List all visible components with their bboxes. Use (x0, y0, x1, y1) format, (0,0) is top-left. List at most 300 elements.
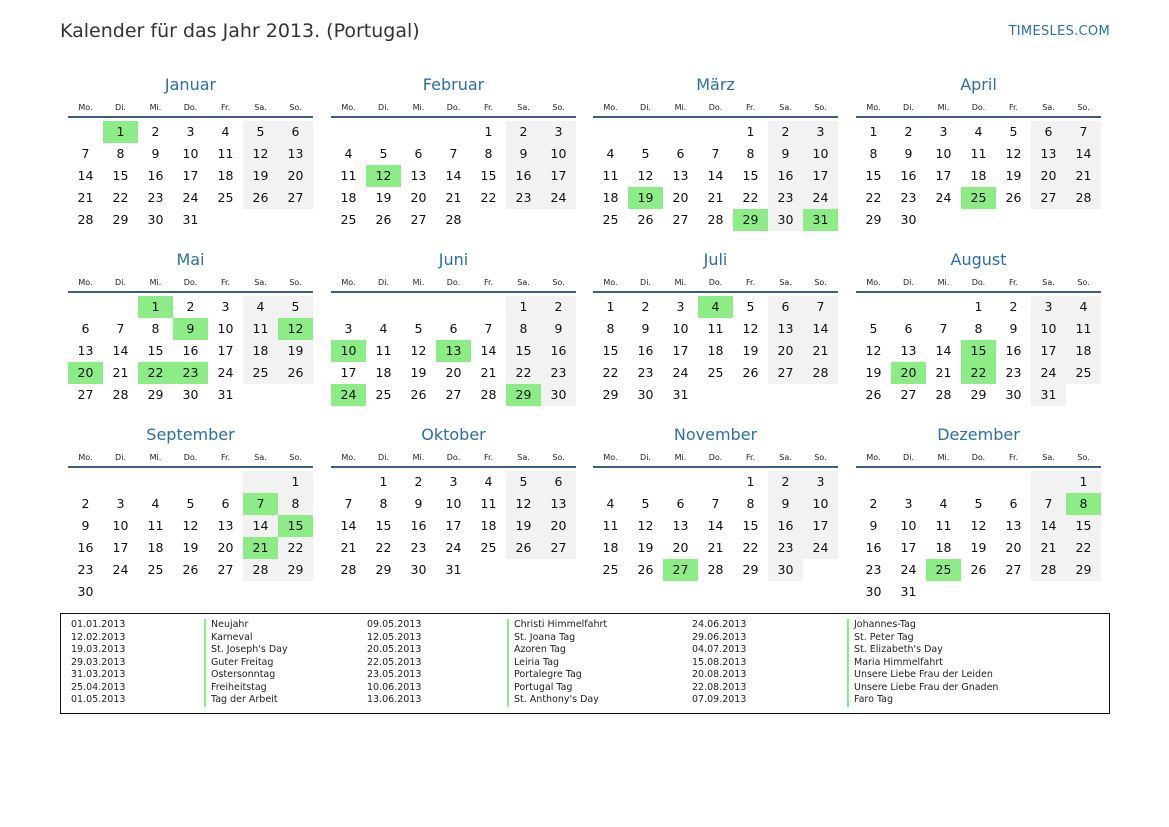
holiday-name: Neujahr (211, 619, 249, 630)
weekday-label: Fr. (745, 452, 756, 462)
holiday-date: 04.07.2013 (692, 644, 747, 655)
day-cell: 1 (278, 471, 313, 493)
holiday-date: 07.09.2013 (692, 694, 747, 705)
empty-day-cell (698, 471, 733, 493)
weekday-label: Mi. (674, 277, 687, 287)
day-cell: 16 (410, 518, 427, 533)
weekday-label: Fr. (220, 452, 231, 462)
day-cell: 4 (379, 321, 388, 336)
holiday-date: 20.05.2013 (367, 644, 422, 655)
day-cell: 30 (637, 387, 654, 402)
weekday-label: So. (289, 102, 302, 112)
day-cell: 24 (935, 190, 952, 205)
day-cell: 31 (672, 387, 689, 402)
holiday-day-cell: 24 (331, 384, 366, 406)
day-cell: 22 (506, 362, 541, 384)
day-cell: 10 (935, 146, 952, 161)
weekday-header (856, 273, 1101, 293)
holiday-name: Unsere Liebe Frau der Leiden (854, 669, 993, 680)
weekday-label: Di. (903, 277, 914, 287)
day-cell: 3 (344, 321, 353, 336)
day-cell: 14 (243, 515, 278, 537)
day-cell: 5 (641, 496, 650, 511)
day-cell: 30 (768, 209, 803, 231)
holiday-name: Portugal Tag (514, 681, 573, 693)
month-name: September (146, 425, 235, 444)
holiday-date-column (692, 619, 746, 707)
holiday-day-cell: 15 (278, 515, 313, 537)
day-cell: 12 (410, 343, 427, 358)
weekday-label: Fr. (220, 102, 231, 112)
empty-day-cell (856, 471, 891, 493)
weekday-label: Fr. (483, 277, 494, 287)
day-cell: 30 (1005, 387, 1022, 402)
day-cell: 8 (506, 318, 541, 340)
day-cell: 24 (217, 365, 234, 380)
day-cell: 17 (1031, 340, 1066, 362)
holiday-date-column (71, 619, 125, 707)
day-cell: 17 (445, 518, 462, 533)
day-cell: 25 (217, 190, 234, 205)
day-cell: 14 (1066, 143, 1101, 165)
empty-day-cell (401, 296, 436, 318)
day-cell: 31 (217, 387, 234, 402)
day-cell: 25 (602, 562, 619, 577)
day-cell: 18 (602, 540, 619, 555)
day-cell: 17 (340, 365, 357, 380)
day-cell: 17 (112, 540, 129, 555)
day-cell: 11 (375, 343, 392, 358)
day-cell: 18 (707, 343, 724, 358)
weekday-label: Fr. (483, 102, 494, 112)
day-cell: 10 (803, 493, 838, 515)
day-cell: 29 (278, 559, 313, 581)
holiday-date: 13.06.2013 (367, 694, 422, 705)
day-cell: 16 (147, 168, 164, 183)
day-cell: 12 (637, 168, 654, 183)
day-cell: 9 (541, 318, 576, 340)
day-cell: 16 (768, 515, 803, 537)
day-cell: 26 (970, 562, 987, 577)
day-grid (68, 296, 313, 406)
day-cell: 22 (742, 540, 759, 555)
day-cell: 8 (606, 321, 615, 336)
day-cell: 19 (375, 190, 392, 205)
month-april (856, 74, 1101, 231)
day-cell: 27 (445, 387, 462, 402)
day-cell: 21 (707, 540, 724, 555)
day-cell: 25 (147, 562, 164, 577)
holiday-name-column (204, 619, 288, 707)
day-cell: 10 (803, 143, 838, 165)
empty-day-cell (856, 296, 891, 318)
day-cell: 1 (869, 124, 878, 139)
weekday-label: Fr. (1008, 102, 1019, 112)
weekday-label: Do. (446, 452, 461, 462)
day-cell: 4 (606, 146, 615, 161)
holiday-date: 01.01.2013 (71, 619, 126, 630)
weekday-label: So. (552, 452, 565, 462)
month-name: August (950, 250, 1007, 269)
day-cell: 14 (340, 518, 357, 533)
day-cell: 15 (480, 168, 497, 183)
weekday-header (68, 448, 313, 468)
day-cell: 11 (935, 518, 952, 533)
day-cell: 20 (672, 190, 689, 205)
day-cell: 24 (803, 537, 838, 559)
holiday-date: 22.05.2013 (367, 656, 422, 668)
day-cell: 30 (147, 212, 164, 227)
holiday-name: St. Joana Tag (514, 631, 576, 643)
day-cell: 23 (506, 187, 541, 209)
day-cell: 29 (602, 387, 619, 402)
day-cell: 17 (182, 168, 199, 183)
day-cell: 5 (974, 496, 983, 511)
day-cell: 5 (243, 121, 278, 143)
holiday-name: Tag der Arbeit (211, 694, 278, 705)
day-cell: 13 (672, 518, 689, 533)
holiday-name: St. Joseph's Day (211, 644, 288, 655)
day-cell: 23 (541, 362, 576, 384)
day-cell: 6 (81, 321, 90, 336)
day-cell: 30 (768, 559, 803, 581)
weekday-header (593, 273, 838, 293)
weekday-label: Di. (115, 102, 126, 112)
day-cell: 23 (768, 537, 803, 559)
holiday-day-cell: 12 (278, 318, 313, 340)
day-cell: 19 (506, 515, 541, 537)
day-cell: 26 (637, 562, 654, 577)
holiday-day-cell: 29 (506, 384, 541, 406)
day-cell: 7 (81, 146, 90, 161)
empty-day-cell (331, 471, 366, 493)
day-cell: 22 (480, 190, 497, 205)
day-grid (331, 296, 576, 406)
empty-day-cell (961, 471, 996, 493)
day-cell: 15 (602, 343, 619, 358)
day-cell: 21 (1066, 165, 1101, 187)
weekday-label: Fr. (745, 277, 756, 287)
day-cell: 7 (449, 146, 458, 161)
day-cell: 19 (1005, 168, 1022, 183)
weekday-label: So. (814, 102, 827, 112)
holiday-name: Johannes-Tag (854, 619, 916, 630)
day-grid (856, 296, 1101, 406)
day-cell: 17 (672, 343, 689, 358)
day-cell: 10 (900, 518, 917, 533)
day-cell: 29 (375, 562, 392, 577)
holiday-day-cell: 25 (961, 187, 996, 209)
day-cell: 4 (484, 474, 493, 489)
holiday-date: 29.06.2013 (692, 631, 747, 643)
day-cell: 27 (672, 212, 689, 227)
weekday-label: Mi. (674, 452, 687, 462)
empty-day-cell (628, 121, 663, 143)
day-cell: 2 (506, 121, 541, 143)
holiday-day-cell: 13 (436, 340, 471, 362)
day-cell: 10 (112, 518, 129, 533)
day-cell: 1 (974, 299, 983, 314)
day-cell: 19 (970, 540, 987, 555)
day-cell: 14 (935, 343, 952, 358)
day-cell: 15 (742, 168, 759, 183)
empty-day-cell (926, 296, 961, 318)
day-cell: 10 (445, 496, 462, 511)
weekday-label: Do. (971, 277, 986, 287)
day-cell: 18 (1066, 340, 1101, 362)
holiday-name: Guter Freitag (211, 656, 274, 668)
day-cell: 7 (1066, 121, 1101, 143)
holiday-name: Leiria Tag (514, 656, 560, 668)
weekday-label: So. (1077, 102, 1090, 112)
day-cell: 14 (707, 518, 724, 533)
day-cell: 2 (1009, 299, 1018, 314)
weekday-label: Do. (183, 102, 198, 112)
holiday-day-cell: 15 (961, 340, 996, 362)
weekday-label: Sa. (517, 102, 530, 112)
weekday-label: Sa. (254, 277, 267, 287)
day-cell: 7 (344, 496, 353, 511)
day-cell: 1 (746, 124, 755, 139)
month-name: November (673, 425, 758, 444)
brand-link[interactable]: TIMESLES.COM (1008, 24, 1110, 39)
day-cell: 6 (221, 496, 230, 511)
empty-day-cell (401, 121, 436, 143)
day-cell: 24 (445, 540, 462, 555)
day-cell: 15 (375, 518, 392, 533)
day-cell: 17 (900, 540, 917, 555)
weekday-label: Di. (640, 277, 651, 287)
day-cell: 27 (77, 387, 94, 402)
day-cell: 18 (375, 365, 392, 380)
weekday-label: Mo. (78, 452, 93, 462)
day-cell: 2 (186, 299, 195, 314)
day-cell: 23 (637, 365, 654, 380)
day-cell: 28 (445, 212, 462, 227)
day-cell: 21 (803, 340, 838, 362)
day-cell: 13 (900, 343, 917, 358)
day-cell: 24 (803, 187, 838, 209)
weekday-header (856, 448, 1101, 468)
day-cell: 18 (480, 518, 497, 533)
day-cell: 16 (637, 343, 654, 358)
day-cell: 28 (935, 387, 952, 402)
weekday-label: Mo. (341, 277, 356, 287)
empty-day-cell (366, 121, 401, 143)
day-cell: 2 (151, 124, 160, 139)
holiday-date: 23.05.2013 (367, 669, 422, 680)
day-cell: 14 (707, 168, 724, 183)
day-cell: 21 (77, 190, 94, 205)
weekday-label: Sa. (1042, 452, 1055, 462)
day-cell: 9 (151, 146, 160, 161)
day-cell: 7 (1031, 493, 1066, 515)
empty-day-cell (891, 296, 926, 318)
weekday-label: Fr. (220, 277, 231, 287)
day-cell: 11 (707, 321, 724, 336)
month-name: Oktober (421, 425, 486, 444)
day-cell: 13 (278, 143, 313, 165)
weekday-label: Do. (708, 452, 723, 462)
day-cell: 20 (672, 540, 689, 555)
day-cell: 12 (970, 518, 987, 533)
holiday-name-column (507, 619, 607, 707)
holiday-day-cell: 25 (926, 559, 961, 581)
weekday-label: Di. (378, 452, 389, 462)
day-cell: 31 (445, 562, 462, 577)
day-cell: 28 (1066, 187, 1101, 209)
month-januar (68, 74, 313, 231)
day-cell: 23 (147, 190, 164, 205)
day-cell: 20 (541, 515, 576, 537)
weekday-label: So. (552, 277, 565, 287)
holiday-day-cell: 4 (698, 296, 733, 318)
day-cell: 1 (484, 124, 493, 139)
holiday-name: Christi Himmelfahrt (514, 619, 608, 630)
day-cell: 12 (243, 143, 278, 165)
day-cell: 11 (243, 318, 278, 340)
day-cell: 11 (1066, 318, 1101, 340)
day-cell: 26 (506, 537, 541, 559)
weekday-label: Di. (115, 452, 126, 462)
month-name: Januar (164, 75, 217, 94)
holiday-name: St. Elizabeth's Day (854, 644, 943, 655)
day-cell: 18 (935, 540, 952, 555)
empty-day-cell (68, 296, 103, 318)
day-cell: 19 (243, 165, 278, 187)
day-cell: 29 (147, 387, 164, 402)
weekday-label: So. (1077, 452, 1090, 462)
holiday-list (60, 613, 1110, 714)
day-cell: 21 (707, 190, 724, 205)
day-cell: 3 (541, 121, 576, 143)
day-cell: 6 (904, 321, 913, 336)
day-cell: 8 (746, 146, 755, 161)
weekday-label: Sa. (517, 452, 530, 462)
holiday-date: 24.06.2013 (692, 619, 747, 630)
weekday-label: Di. (378, 102, 389, 112)
month-name: Juni (438, 250, 469, 269)
weekday-label: Do. (971, 102, 986, 112)
holiday-day-cell: 23 (173, 362, 208, 384)
day-cell: 10 (1031, 318, 1066, 340)
holiday-day-cell: 29 (733, 209, 768, 231)
day-cell: 7 (116, 321, 125, 336)
day-cell: 15 (865, 168, 882, 183)
day-cell: 22 (865, 190, 882, 205)
month-name: Mai (176, 250, 205, 269)
weekday-label: Fr. (745, 102, 756, 112)
weekday-label: Sa. (254, 102, 267, 112)
day-cell: 16 (1005, 343, 1022, 358)
day-cell: 26 (742, 365, 759, 380)
day-cell: 2 (768, 471, 803, 493)
day-cell: 3 (939, 124, 948, 139)
day-cell: 6 (278, 121, 313, 143)
day-cell: 26 (1005, 190, 1022, 205)
weekday-label: Di. (640, 452, 651, 462)
day-cell: 22 (602, 365, 619, 380)
day-cell: 11 (340, 168, 357, 183)
weekday-label: So. (814, 277, 827, 287)
day-cell: 6 (676, 146, 685, 161)
day-cell: 3 (803, 121, 838, 143)
weekday-label: Do. (183, 452, 198, 462)
weekday-label: Di. (115, 277, 126, 287)
day-cell: 25 (375, 387, 392, 402)
month-september (68, 424, 313, 603)
weekday-label: Mi. (412, 452, 425, 462)
weekday-label: Mo. (603, 452, 618, 462)
day-grid (593, 296, 838, 406)
day-cell: 27 (1005, 562, 1022, 577)
day-cell: 6 (676, 496, 685, 511)
holiday-day-cell: 20 (891, 362, 926, 384)
weekday-label: Fr. (483, 452, 494, 462)
holiday-day-cell: 9 (173, 318, 208, 340)
day-cell: 24 (672, 365, 689, 380)
day-cell: 15 (742, 518, 759, 533)
day-cell: 26 (375, 212, 392, 227)
day-cell: 14 (480, 343, 497, 358)
weekday-label: Do. (708, 277, 723, 287)
day-cell: 20 (768, 340, 803, 362)
day-cell: 19 (742, 343, 759, 358)
day-cell: 4 (939, 496, 948, 511)
empty-day-cell (436, 296, 471, 318)
day-cell: 10 (217, 321, 234, 336)
holiday-day-cell: 20 (68, 362, 103, 384)
day-cell: 19 (278, 340, 313, 362)
empty-day-cell (103, 471, 138, 493)
day-cell: 11 (217, 146, 234, 161)
day-cell: 24 (1031, 362, 1066, 384)
weekday-label: Mi. (149, 452, 162, 462)
day-cell: 8 (484, 146, 493, 161)
holiday-name: Azoren Tag (514, 644, 566, 655)
holiday-date: 22.08.2013 (692, 681, 747, 693)
day-cell: 4 (344, 146, 353, 161)
day-cell: 2 (414, 474, 423, 489)
day-cell: 15 (506, 340, 541, 362)
day-cell: 26 (243, 187, 278, 209)
day-cell: 12 (637, 518, 654, 533)
weekday-label: Mi. (149, 102, 162, 112)
day-cell: 25 (602, 212, 619, 227)
day-cell: 22 (1066, 537, 1101, 559)
holiday-date: 19.03.2013 (71, 644, 126, 655)
day-cell: 4 (974, 124, 983, 139)
weekday-label: Mi. (412, 277, 425, 287)
weekday-label: Mo. (78, 277, 93, 287)
day-cell: 27 (768, 362, 803, 384)
weekday-label: Mi. (937, 277, 950, 287)
day-cell: 10 (672, 321, 689, 336)
holiday-day-cell: 8 (1066, 493, 1101, 515)
day-cell: 8 (746, 496, 755, 511)
day-cell: 21 (340, 540, 357, 555)
empty-day-cell (68, 471, 103, 493)
day-cell: 24 (182, 190, 199, 205)
day-cell: 23 (77, 562, 94, 577)
day-cell: 9 (869, 518, 878, 533)
month-name: Dezember (937, 425, 1020, 444)
weekday-label: Sa. (1042, 277, 1055, 287)
day-cell: 27 (217, 562, 234, 577)
day-cell: 30 (865, 584, 882, 599)
weekday-label: So. (289, 277, 302, 287)
empty-day-cell (103, 296, 138, 318)
